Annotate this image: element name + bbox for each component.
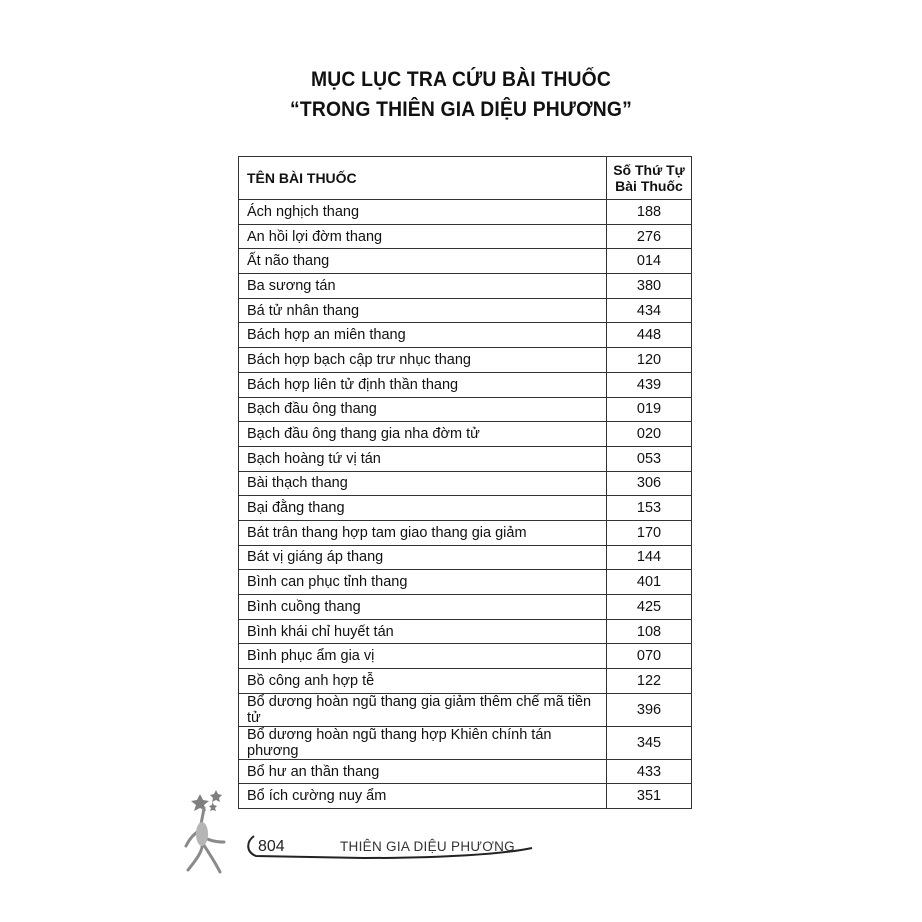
remedy-name-cell: An hồi lợi đờm thang <box>239 224 607 249</box>
remedy-name-cell: Bồ công anh hợp tễ <box>239 669 607 694</box>
remedy-name-cell: Bình phục ẩm gia vị <box>239 644 607 669</box>
index-title: MỤC LỤC TRA CỨU BÀI THUỐC <box>310 68 612 91</box>
table-row <box>239 446 692 471</box>
remedy-number-cell: 433 <box>607 759 692 784</box>
table-row <box>239 595 692 620</box>
table-row <box>239 422 692 447</box>
remedy-name-cell: Bình can phục tỉnh thang <box>239 570 607 595</box>
ginseng-decoration-icon <box>180 786 240 876</box>
remedy-number-cell: 448 <box>607 323 692 348</box>
remedy-number-cell: 122 <box>607 669 692 694</box>
remedy-name-cell: Bổ dương hoàn ngũ thang gia giảm thêm chế mã tiền tử <box>239 693 607 726</box>
remedy-number-cell: 276 <box>607 224 692 249</box>
remedy-name-cell: Bổ dương hoàn ngũ thang hợp Khiên chính tán phương <box>239 726 607 759</box>
remedy-number-cell: 434 <box>607 298 692 323</box>
remedy-name-cell: Bạch hoàng tứ vị tán <box>239 446 607 471</box>
remedy-number-cell: 401 <box>607 570 692 595</box>
table-row <box>239 570 692 595</box>
table-row <box>239 520 692 545</box>
remedy-number-cell: 439 <box>607 372 692 397</box>
table-row <box>239 619 692 644</box>
remedy-name-cell: Bạch đầu ông thang <box>239 397 607 422</box>
page-footer <box>244 832 534 860</box>
remedy-name-cell: Bạch đầu ông thang gia nha đờm tử <box>239 422 607 447</box>
remedy-name-cell: Bại đằng thang <box>239 496 607 521</box>
table-row <box>239 274 692 299</box>
remedy-number-cell: 380 <box>607 274 692 299</box>
remedy-number-cell: 053 <box>607 446 692 471</box>
remedy-number-cell: 144 <box>607 545 692 570</box>
remedy-name-cell: Ách nghịch thang <box>239 200 607 225</box>
remedy-index-table <box>238 156 692 809</box>
table-row <box>239 726 692 759</box>
header-remedy-number <box>607 157 692 200</box>
table-row <box>239 784 692 809</box>
remedy-number-cell: 170 <box>607 520 692 545</box>
remedy-name-cell: Bổ ích cường nuy ẩm <box>239 784 607 809</box>
table-row <box>239 644 692 669</box>
remedy-number-cell: 425 <box>607 595 692 620</box>
table-row <box>239 224 692 249</box>
page-number: 804 <box>258 838 285 855</box>
header-num-line1: Số Thứ Tự <box>613 162 685 178</box>
table-row <box>239 348 692 373</box>
remedy-name-cell: Bình khái chỉ huyết tán <box>239 619 607 644</box>
remedy-number-cell: 070 <box>607 644 692 669</box>
table-row <box>239 397 692 422</box>
remedy-name-cell: Bách hợp an miên thang <box>239 323 607 348</box>
remedy-number-cell: 188 <box>607 200 692 225</box>
table-row <box>239 471 692 496</box>
remedy-name-cell: Ất não thang <box>239 249 607 274</box>
remedy-number-cell: 020 <box>607 422 692 447</box>
remedy-number-cell: 014 <box>607 249 692 274</box>
table-row <box>239 298 692 323</box>
book-title: THIÊN GIA DIỆU PHƯƠNG <box>340 839 515 854</box>
remedy-name-cell: Bát vị giáng áp thang <box>239 545 607 570</box>
remedy-name-cell: Bát trân thang hợp tam giao thang gia giảm <box>239 520 607 545</box>
remedy-number-cell: 345 <box>607 726 692 759</box>
table-row <box>239 200 692 225</box>
remedy-number-cell: 396 <box>607 693 692 726</box>
table-row <box>239 759 692 784</box>
remedy-name-cell: Bá tử nhân thang <box>239 298 607 323</box>
table-row <box>239 323 692 348</box>
table-row <box>239 545 692 570</box>
remedy-number-cell: 019 <box>607 397 692 422</box>
remedy-name-cell: Bổ hư an thần thang <box>239 759 607 784</box>
remedy-name-cell: Bài thạch thang <box>239 471 607 496</box>
header-remedy-name: TÊN BÀI THUỐC <box>239 157 607 200</box>
remedy-number-cell: 306 <box>607 471 692 496</box>
header-num-line2: Bài Thuốc <box>615 178 683 194</box>
index-subtitle: “TRONG THIÊN GIA DIỆU PHƯƠNG” <box>290 98 632 121</box>
remedy-name-cell: Ba sương tán <box>239 274 607 299</box>
table-row <box>239 249 692 274</box>
remedy-name-cell: Bình cuồng thang <box>239 595 607 620</box>
remedy-number-cell: 120 <box>607 348 692 373</box>
remedy-number-cell: 108 <box>607 619 692 644</box>
table-row <box>239 496 692 521</box>
remedy-number-cell: 153 <box>607 496 692 521</box>
table-row <box>239 669 692 694</box>
remedy-name-cell: Bách hợp liên tử định thần thang <box>239 372 607 397</box>
table-row <box>239 372 692 397</box>
table-header-row <box>239 157 692 200</box>
remedy-number-cell: 351 <box>607 784 692 809</box>
remedy-name-cell: Bách hợp bạch cập trư nhục thang <box>239 348 607 373</box>
table-row <box>239 693 692 726</box>
